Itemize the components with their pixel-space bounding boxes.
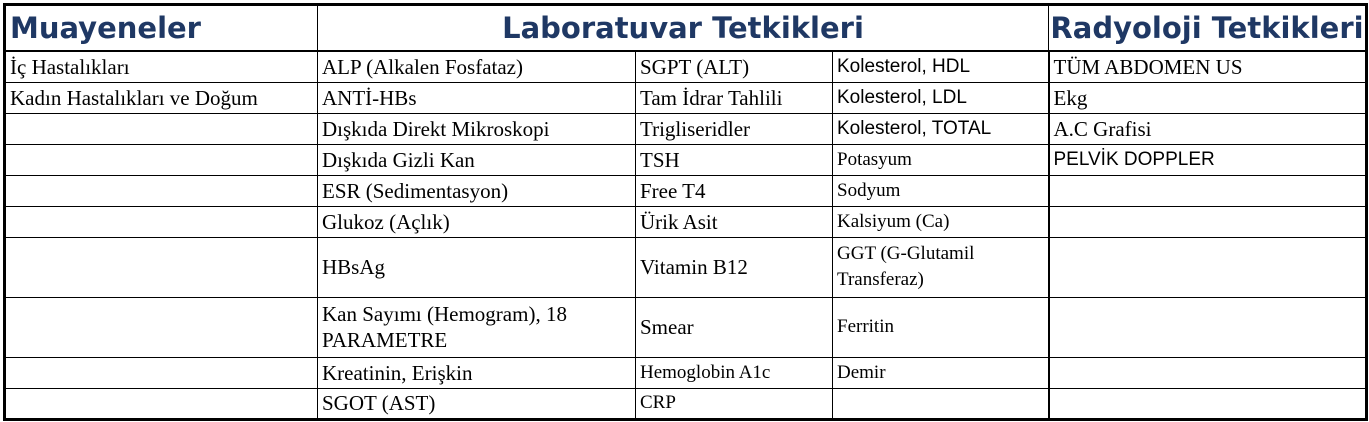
cell-muayene — [5, 175, 318, 206]
cell-muayene — [5, 237, 318, 297]
table-row — [5, 206, 1367, 237]
cell-muayene — [5, 297, 318, 357]
cell-lab-1: SGOT (AST) — [318, 388, 636, 419]
cell-radyoloji — [1049, 388, 1367, 419]
cell-lab-3: Potasyum — [833, 144, 1049, 175]
cell-muayene — [5, 144, 318, 175]
cell-radyoloji: A.C Grafisi — [1049, 113, 1367, 144]
cell-radyoloji — [1049, 175, 1367, 206]
cell-lab-2: Trigliseridler — [636, 113, 833, 144]
header-laboratuvar: Laboratuvar Tetkikleri — [318, 5, 1049, 52]
tests-table — [3, 3, 1368, 421]
table-row — [5, 51, 1367, 82]
cell-lab-2: Hemoglobin A1c — [636, 357, 833, 388]
cell-lab-1: Dışkıda Gizli Kan — [318, 144, 636, 175]
cell-lab-3: Sodyum — [833, 175, 1049, 206]
cell-lab-1: HBsAg — [318, 237, 636, 297]
cell-muayene: İç Hastalıkları — [5, 51, 318, 82]
cell-muayene — [5, 113, 318, 144]
cell-lab-3: GGT (G-Glutamil Transferaz) — [833, 237, 1049, 297]
cell-lab-3: Kalsiyum (Ca) — [833, 206, 1049, 237]
cell-lab-3: Ferritin — [833, 297, 1049, 357]
cell-lab-1: Dışkıda Direkt Mikroskopi — [318, 113, 636, 144]
cell-radyoloji — [1049, 206, 1367, 237]
cell-lab-3: Kolesterol, HDL — [833, 51, 1049, 82]
header-muayeneler: Muayeneler — [5, 5, 318, 52]
cell-lab-1: ESR (Sedimentasyon) — [318, 175, 636, 206]
cell-muayene — [5, 388, 318, 419]
table-row — [5, 175, 1367, 206]
cell-lab-2: Ürik Asit — [636, 206, 833, 237]
cell-lab-3: Kolesterol, LDL — [833, 82, 1049, 113]
cell-radyoloji — [1049, 357, 1367, 388]
cell-lab-2: Tam İdrar Tahlili — [636, 82, 833, 113]
cell-muayene — [5, 206, 318, 237]
cell-lab-2: SGPT (ALT) — [636, 51, 833, 82]
table-row — [5, 237, 1367, 297]
table-row — [5, 297, 1367, 357]
cell-radyoloji — [1049, 237, 1367, 297]
table-row — [5, 388, 1367, 419]
cell-lab-3: Demir — [833, 357, 1049, 388]
header-row — [5, 5, 1367, 52]
cell-lab-3 — [833, 388, 1049, 419]
cell-lab-3: Kolesterol, TOTAL — [833, 113, 1049, 144]
cell-lab-1: Kan Sayımı (Hemogram), 18 PARAMETRE — [318, 297, 636, 357]
cell-lab-2: CRP — [636, 388, 833, 419]
cell-lab-1: Kreatinin, Erişkin — [318, 357, 636, 388]
cell-lab-1: Glukoz (Açlık) — [318, 206, 636, 237]
cell-lab-2: Vitamin B12 — [636, 237, 833, 297]
header-radyoloji: Radyoloji Tetkikleri — [1049, 5, 1367, 52]
table-row — [5, 144, 1367, 175]
cell-muayene: Kadın Hastalıkları ve Doğum — [5, 82, 318, 113]
cell-radyoloji: TÜM ABDOMEN US — [1049, 51, 1367, 82]
cell-lab-2: TSH — [636, 144, 833, 175]
cell-radyoloji — [1049, 297, 1367, 357]
table-row — [5, 357, 1367, 388]
cell-radyoloji: Ekg — [1049, 82, 1367, 113]
cell-radyoloji: PELVİK DOPPLER — [1049, 144, 1367, 175]
cell-lab-1: ALP (Alkalen Fosfataz) — [318, 51, 636, 82]
cell-lab-2: Free T4 — [636, 175, 833, 206]
cell-lab-2: Smear — [636, 297, 833, 357]
table-row — [5, 82, 1367, 113]
table-row — [5, 113, 1367, 144]
cell-lab-1: ANTİ-HBs — [318, 82, 636, 113]
cell-muayene — [5, 357, 318, 388]
